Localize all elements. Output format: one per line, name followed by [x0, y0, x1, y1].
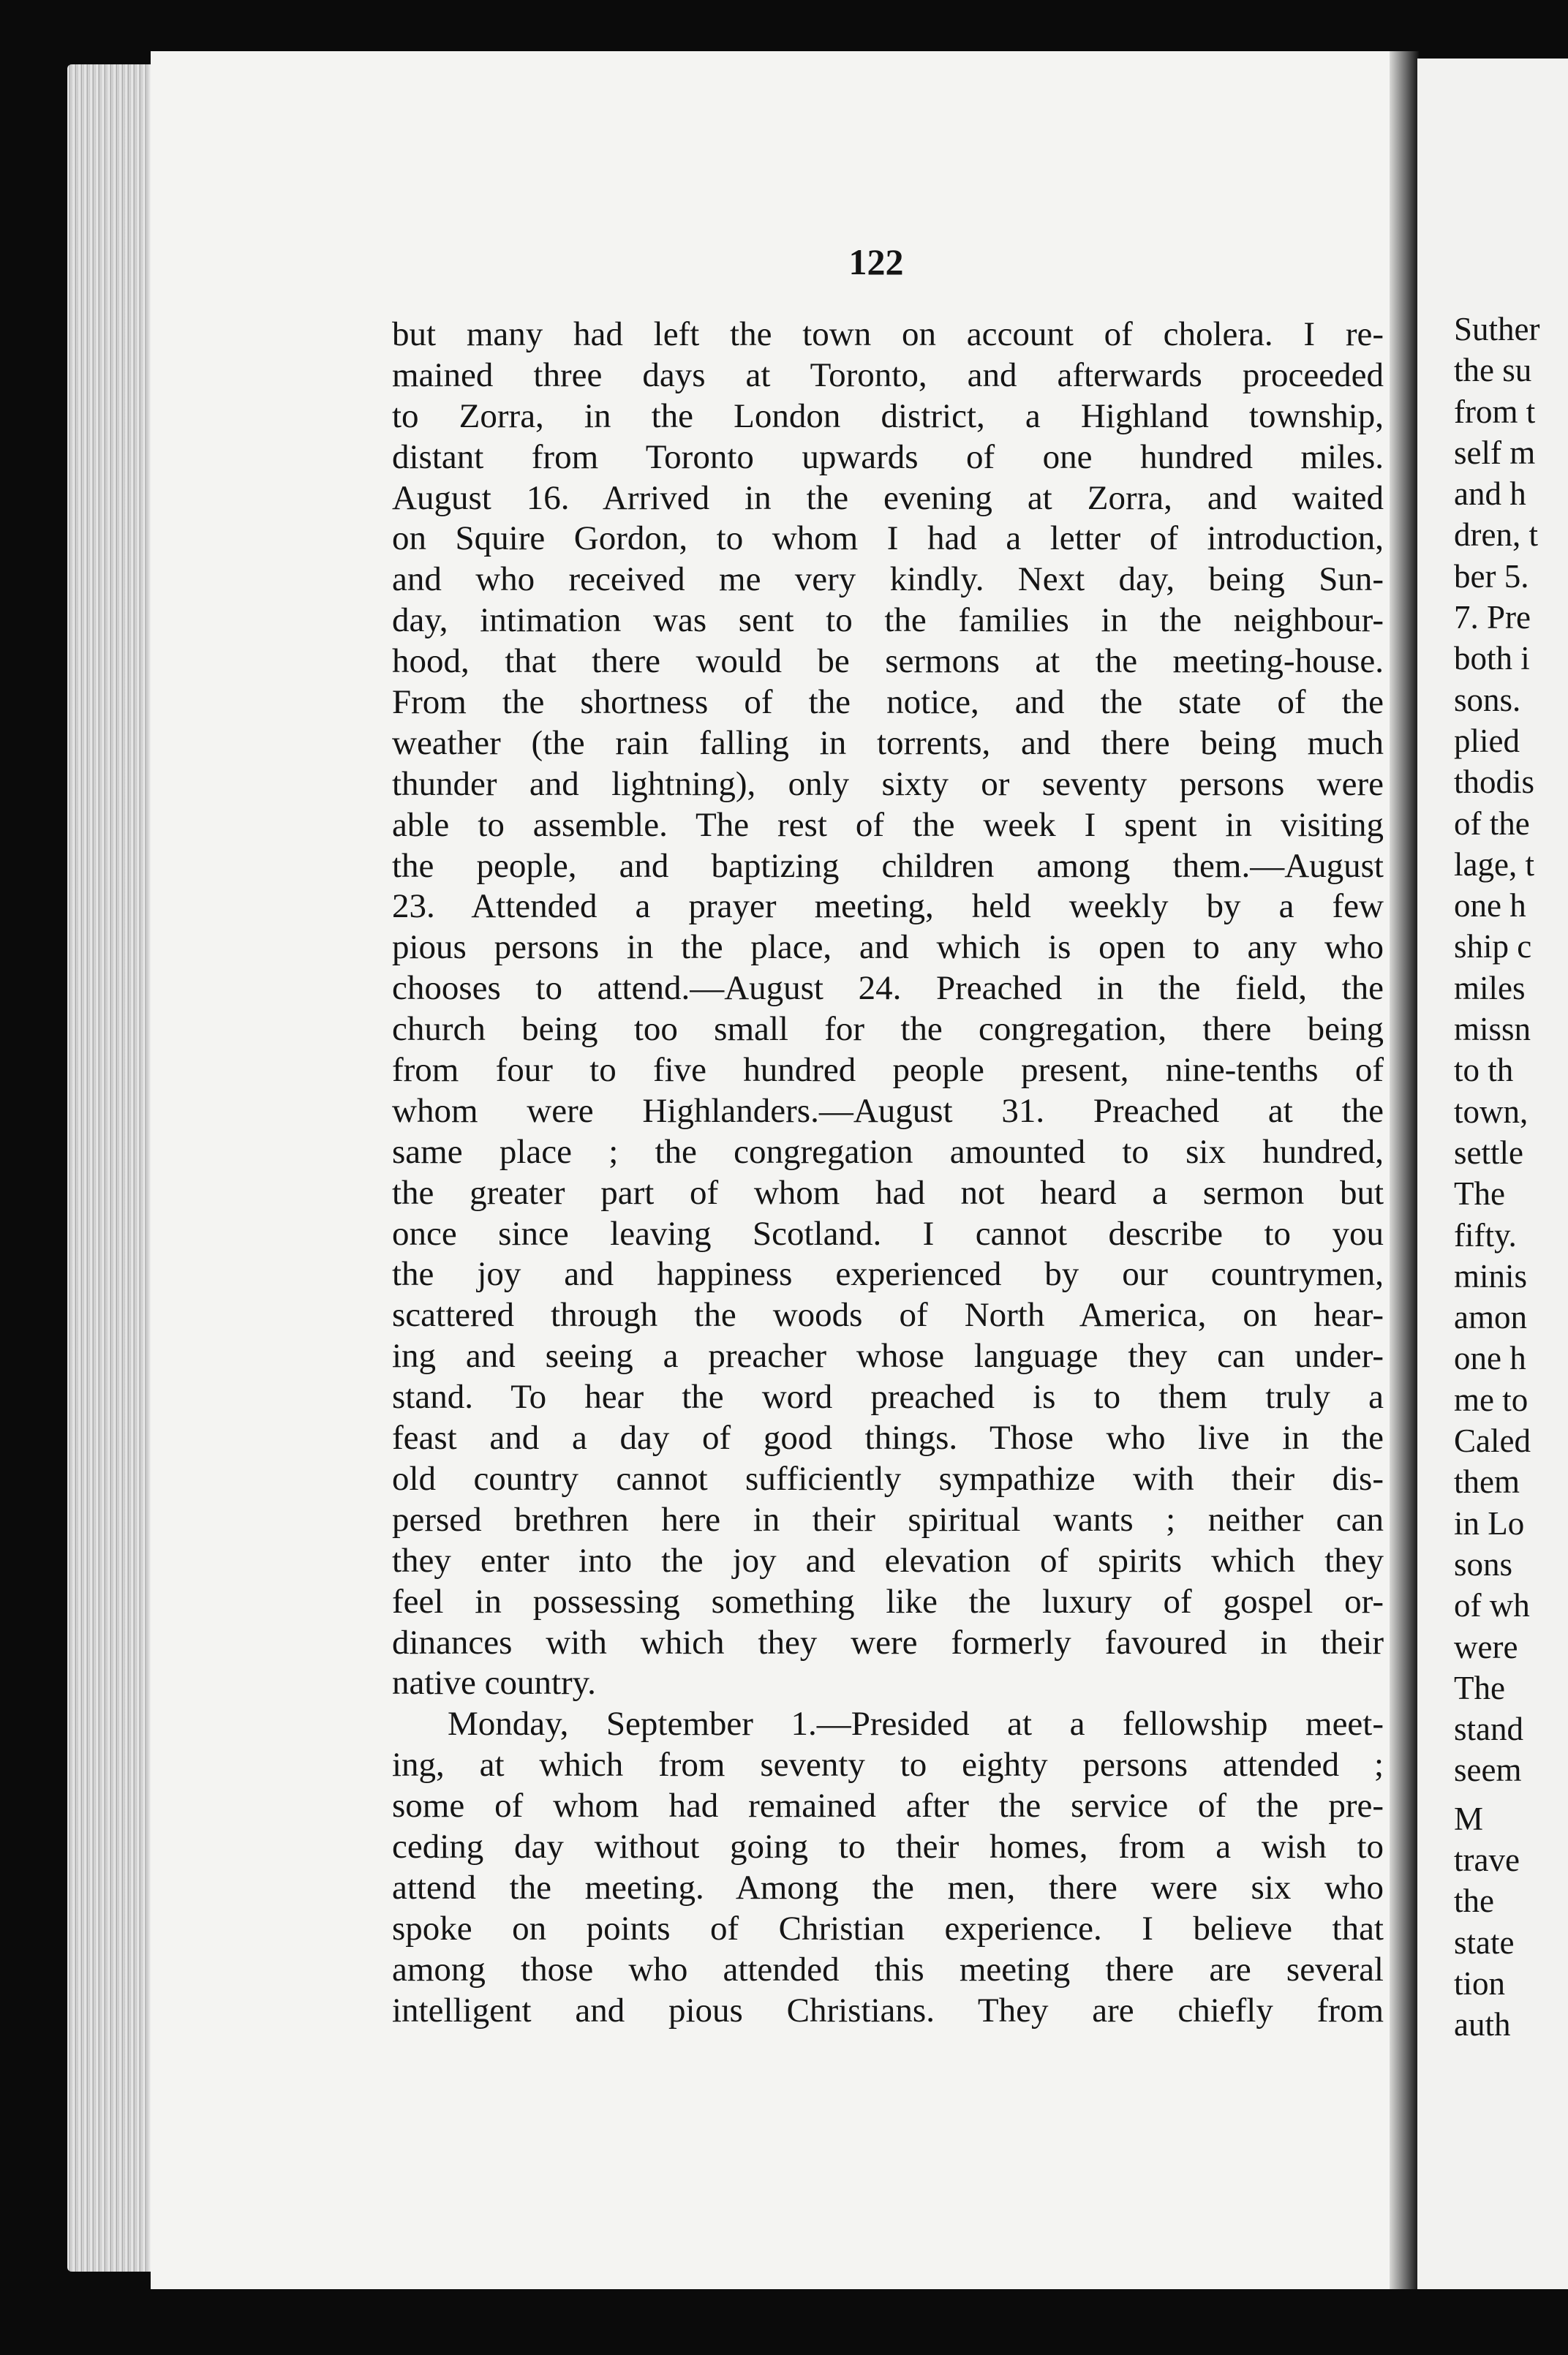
text-line: weather (the rain falling in torrents, and there being much — [392, 723, 1384, 762]
facing-page-line: 7. Pre — [1454, 599, 1531, 636]
facing-page-line: one h — [1454, 887, 1526, 924]
facing-page-line: one h — [1454, 1340, 1526, 1377]
facing-page-line: in Lo — [1454, 1504, 1525, 1542]
text-line: mained three days at Toronto, and afterwards proceeded — [392, 355, 1384, 394]
text-line: Monday, September 1.—Presided at a fellowship meet- — [448, 1705, 1384, 1744]
text-line: feast and a day of good things. Those who live in the — [392, 1419, 1384, 1458]
facing-page-line: sons — [1454, 1545, 1513, 1583]
facing-page-text — [1454, 309, 1568, 2045]
facing-page-line: settle — [1454, 1134, 1523, 1171]
facing-page-line: and h — [1454, 475, 1526, 513]
text-line: stand. To hear the word preached is to them truly a — [392, 1378, 1384, 1417]
text-line: dinances with which they were formerly favoured in their — [392, 1623, 1384, 1662]
facing-page-line: thodis — [1454, 764, 1535, 801]
text-line: but many had left the town on account of cholera. I re- — [392, 315, 1384, 353]
text-line: pious persons in the place, and which is open to any who — [392, 928, 1384, 967]
text-line: on Squire Gordon, to whom I had a letter of introduction, — [392, 519, 1384, 558]
facing-page-line: missn — [1454, 1011, 1531, 1048]
facing-page-line: The — [1454, 1175, 1505, 1213]
text-line: scattered through the woods of North America, on hear- — [392, 1296, 1384, 1335]
facing-page-line: plied — [1454, 722, 1520, 759]
facing-page-line: state — [1454, 1923, 1515, 1961]
facing-page-line: to th — [1454, 1052, 1514, 1089]
facing-page-line: auth — [1454, 2006, 1511, 2043]
facing-page-line: the — [1454, 1883, 1494, 1920]
facing-page-line: of wh — [1454, 1587, 1530, 1624]
facing-page-line: ship c — [1454, 928, 1532, 965]
body-text — [392, 314, 1384, 2031]
facing-page-line: from t — [1454, 393, 1536, 430]
facing-page-line: self m — [1454, 434, 1536, 471]
text-line: some of whom had remained after the service of the pre- — [392, 1787, 1384, 1825]
text-line: they enter into the joy and elevation of spirits which they — [392, 1541, 1384, 1580]
text-line: persed brethren here in their spiritual wants ; neither can — [392, 1500, 1384, 1539]
text-line: distant from Toronto upwards of one hundred miles. — [392, 437, 1384, 476]
facing-page-line: dren, t — [1454, 516, 1538, 554]
text-line: intelligent and pious Christians. They are chiefly from — [392, 1991, 1384, 2030]
text-line: the people, and baptizing children among them.—August — [392, 846, 1384, 885]
facing-page-line: miles — [1454, 969, 1526, 1006]
facing-page-line: of the — [1454, 805, 1530, 842]
text-line: among those who attended this meeting there are several — [392, 1950, 1384, 1989]
text-line: attend the meeting. Among the men, there were six who — [392, 1868, 1384, 1907]
facing-page-line: the su — [1454, 352, 1532, 389]
text-line: feel in possessing something like the luxury of gospel or- — [392, 1582, 1384, 1621]
facing-page-line: Suther — [1454, 311, 1540, 347]
facing-page-line: ber 5. — [1454, 557, 1529, 595]
text-line: whom were Highlanders.—August 31. Preached at the — [392, 1091, 1384, 1130]
facing-page-line: them — [1454, 1463, 1520, 1501]
text-line: chooses to attend.—August 24. Preached in the field, the — [392, 969, 1384, 1008]
facing-page-line: tion — [1454, 1964, 1506, 2002]
text-line: 23. Attended a prayer meeting, held weekly by a few — [392, 887, 1384, 926]
facing-page-line: seem — [1454, 1752, 1522, 1789]
text-line: thunder and lightning), only sixty or seventy persons were — [392, 764, 1384, 803]
text-line: able to assemble. The rest of the week I spent in visiting — [392, 805, 1384, 844]
text-line: hood, that there would be sermons at the meeting-house. — [392, 642, 1384, 681]
text-line: August 16. Arrived in the evening at Zorra, and waited — [392, 478, 1384, 517]
text-line: church being too small for the congregation, there being — [392, 1010, 1384, 1049]
text-line: spoke on points of Christian experience. I believe that — [392, 1909, 1384, 1948]
facing-page-line: both i — [1454, 640, 1530, 677]
text-line: the joy and happiness experienced by our countrymen, — [392, 1255, 1384, 1294]
text-line: once since leaving Scotland. I cannot describe to you — [392, 1214, 1384, 1253]
page-number: 122 — [848, 241, 904, 282]
text-line: ing and seeing a preacher whose language they can under- — [392, 1337, 1384, 1376]
facing-page-line: trave — [1454, 1841, 1520, 1878]
text-line: same place ; the congregation amounted to six hundred, — [392, 1132, 1384, 1171]
book-gutter — [1390, 51, 1419, 2289]
facing-page-line: M — [1454, 1800, 1484, 1837]
facing-page-line: town, — [1454, 1093, 1529, 1130]
facing-page-line: were — [1454, 1628, 1518, 1665]
text-line: day, intimation was sent to the families in the neighbour- — [392, 601, 1384, 640]
facing-page-line: The — [1454, 1669, 1505, 1706]
text-line: native country. — [392, 1664, 596, 1703]
facing-page-line: fifty. — [1454, 1216, 1517, 1254]
page-edges — [67, 64, 155, 2272]
facing-page-line: minis — [1454, 1257, 1528, 1295]
facing-page-line: Caled — [1454, 1423, 1531, 1460]
text-line: and who received me very kindly. Next day, being Sun- — [392, 560, 1384, 599]
text-line: From the shortness of the notice, and the state of the — [392, 683, 1384, 722]
facing-page-line: amon — [1454, 1299, 1527, 1336]
facing-page-line: stand — [1454, 1711, 1523, 1748]
facing-page-line: sons. — [1454, 681, 1521, 718]
text-line: from four to five hundred people present, nine-tenths of — [392, 1051, 1384, 1090]
facing-page-line: lage, t — [1454, 845, 1534, 883]
text-line: ceding day without going to their homes, from a wish to — [392, 1827, 1384, 1866]
text-line: the greater part of whom had not heard a sermon but — [392, 1173, 1384, 1212]
facing-page-line: me to — [1454, 1381, 1529, 1418]
text-line: ing, at which from seventy to eighty persons attended ; — [392, 1746, 1384, 1785]
text-line: old country cannot sufficiently sympathize with their dis- — [392, 1459, 1384, 1498]
text-line: to Zorra, in the London district, a Highland township, — [392, 396, 1384, 435]
